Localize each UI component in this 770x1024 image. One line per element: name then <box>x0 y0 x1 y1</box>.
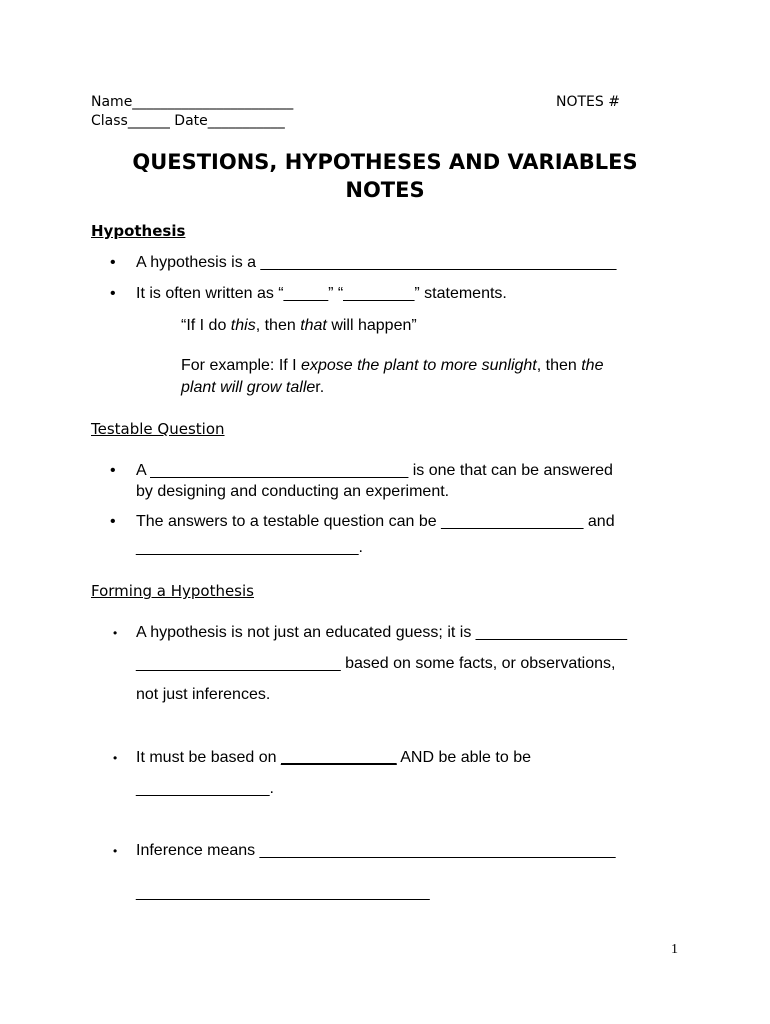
example-line-1 <box>181 355 603 376</box>
quote-italic-that: that <box>300 317 327 334</box>
bullet-icon: • <box>110 513 116 530</box>
class-date-line: Class______ Date___________ <box>91 113 285 129</box>
example-italic: plant will grow talle <box>181 379 316 396</box>
if-then-quote <box>181 315 417 336</box>
forming-bullet-3-line-1: Inference means ________________________________________ <box>136 842 616 859</box>
forming-text: It must be based on <box>136 749 281 766</box>
hypothesis-heading: Hypothesis <box>91 222 186 240</box>
bullet-icon: • <box>113 751 118 765</box>
page-title <box>90 148 680 204</box>
page-number: 1 <box>671 942 678 957</box>
bullet-icon: • <box>110 285 116 302</box>
name-line: Name_______________________ <box>91 94 294 110</box>
testable-bullet-2-line-1: The answers to a testable question can be ________________ and <box>136 513 615 530</box>
example-line-2 <box>181 377 324 398</box>
forming-hypothesis-heading: Forming a Hypothesis <box>91 582 254 600</box>
title-line-1: QUESTIONS, HYPOTHESES AND VARIABLES <box>132 150 638 174</box>
quote-text: “If I do <box>181 317 231 334</box>
testable-bullet-2-line-2: _________________________. <box>136 539 363 556</box>
testable-question-heading: Testable Question <box>91 420 225 438</box>
bullet-icon: • <box>113 844 118 858</box>
title-line-2: NOTES <box>345 178 425 202</box>
forming-bullet-1-line-1: A hypothesis is not just an educated guess; it is _________________ <box>136 624 628 641</box>
testable-bullet-1-line-2: by designing and conducting an experiment. <box>136 483 450 500</box>
example-text: r. <box>315 379 325 396</box>
quote-text: will happen” <box>326 317 417 334</box>
hypothesis-bullet-2: It is often written as “_____” “________” statements. <box>136 285 507 302</box>
notes-number-label: NOTES # <box>556 94 620 110</box>
quote-italic-this: this <box>230 317 256 334</box>
bullet-icon: • <box>113 626 118 640</box>
bullet-icon: • <box>110 254 116 271</box>
bullet-icon: • <box>110 462 116 479</box>
forming-bullet-1-line-3: not just inferences. <box>136 686 271 703</box>
example-italic: expose the plant to more sunlight <box>301 357 537 374</box>
example-text: For example: If I <box>181 357 302 374</box>
quote-text: , then <box>255 317 301 334</box>
example-text: , then <box>536 357 582 374</box>
forming-bullet-2-line-2: _______________. <box>136 780 274 797</box>
example-italic: the <box>581 357 604 374</box>
forming-text: AND be able to be <box>396 749 531 766</box>
hypothesis-bullet-1: A hypothesis is a ________________________________________ <box>136 254 617 271</box>
forming-bullet-3-line-2: _________________________________ <box>136 884 430 901</box>
forming-bullet-2-line-1 <box>136 747 531 768</box>
forming-bullet-1-line-2: _______________________ based on some facts, or observations, <box>136 655 616 672</box>
answer-blank: _____________ <box>280 749 397 766</box>
testable-bullet-1-line-1: A _____________________________ is one that can be answered <box>136 462 613 479</box>
